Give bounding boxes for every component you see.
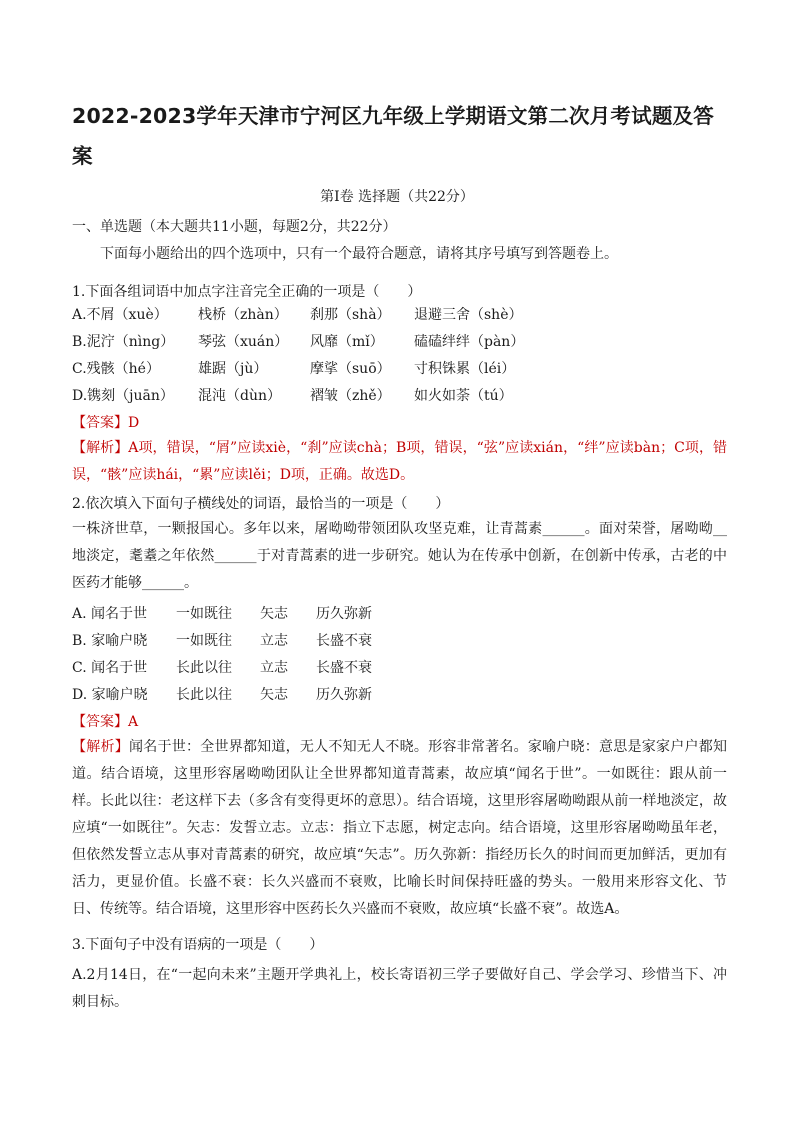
page-title: 2022-2023学年天津市宁河区九年级上学期语文第二次月考试题及答案 bbox=[72, 104, 714, 168]
q1-stem: 1.下面各组词语中加点字注音完全正确的一项是（ ） bbox=[72, 284, 422, 300]
q1-answer bbox=[72, 413, 139, 433]
q2-d-4: 历久弥新 bbox=[316, 687, 372, 703]
q2-stem: 2.依次填入下面句子横线处的词语，最恰当的一项是（ ） bbox=[72, 496, 450, 512]
q1-analysis bbox=[72, 435, 727, 489]
q3-option-a: A.2月14日，在“一起向未来”主题开学典礼上，校长寄语初三学子要做好自己、学会学习、珍惜当下、冲刺目标。 bbox=[72, 967, 727, 1010]
q2-d-1: D. 家喻户晓 bbox=[72, 687, 148, 703]
q2-answer bbox=[72, 712, 138, 732]
q1-analysis-label: 【解析】 bbox=[72, 440, 129, 456]
q2-a-4: 历久弥新 bbox=[316, 606, 372, 622]
q1-c-1: C.残骸（hé） bbox=[72, 361, 160, 377]
q1-d-1: D.镌刻（juān） bbox=[72, 388, 174, 404]
section-title: 第Ⅰ卷 选择题（共22分） bbox=[320, 189, 474, 205]
q1-b-2: 琴弦（xuán） bbox=[198, 334, 289, 350]
q1-a-1: A.不屑（xuè） bbox=[72, 307, 168, 323]
q2-analysis-text: 闻名于世：全世界都知道，无人不知无人不晓。形容非常著名。家喻户晓：意思是家家户户都知道。结合语境，这里形容屠呦呦团队让全世界都知道青蒿素，故应填“闻名于世”。一如既往：跟从前一样。长此以往：老这样下去（多含有变得更坏的意思）。结合语境，这里形容屠呦呦跟从前一样地淡定，故应填“一如既往”。矢志：发誓立志。立志：指立下志愿，树定志向。结合语境，这里形容屠呦呦虽年老，但依然发誓立志从事对青蒿素的研究，故应填“矢志”。历久弥新：指经历长久的时间而更加鲜活，更加有活力，更显价值。长盛不衰：长久兴盛而不衰败，比喻长时间保持旺盛的势头。一般用来形容文化、节日、传统等。结合语境，这里形容中医药长久兴盛而不衰败，故应填“长盛不衰”。故选A。 bbox=[72, 739, 728, 917]
q2-c-4: 长盛不衰 bbox=[316, 660, 372, 676]
part1-heading: 一、单选题（本大题共11小题，每题2分，共22分） bbox=[72, 219, 397, 235]
q1-d-4: 如火如荼（tú） bbox=[414, 388, 513, 404]
q1-c-2: 雄踞（jù） bbox=[198, 361, 268, 377]
q2-a-2: 一如既往 bbox=[176, 606, 232, 622]
q2-c-1: C. 闻名于世 bbox=[72, 660, 148, 676]
q1-answer-label: 【答案】 bbox=[72, 415, 128, 431]
q1-b-1: B.泥泞（nìng） bbox=[72, 334, 175, 350]
q2-answer-value: A bbox=[128, 714, 139, 730]
q1-d-3: 褶皱（zhě） bbox=[310, 388, 391, 404]
q2-a-3: 矢志 bbox=[260, 606, 288, 622]
q2-b-4: 长盛不衰 bbox=[316, 633, 372, 649]
q1-a-4: 退避三舍（shè） bbox=[414, 307, 523, 323]
q1-d-2: 混沌（dùn） bbox=[198, 388, 281, 404]
q1-c-3: 摩挲（suō） bbox=[310, 361, 391, 377]
q1-a-2: 栈桥（zhàn） bbox=[198, 307, 288, 323]
q1-b-4: 磕磕绊绊（pàn） bbox=[414, 334, 525, 350]
q2-d-3: 矢志 bbox=[260, 687, 288, 703]
q2-answer-label: 【答案】 bbox=[72, 714, 128, 730]
q2-b-3: 立志 bbox=[260, 633, 288, 649]
q2-a-1: A. 闻名于世 bbox=[72, 606, 148, 622]
q2-b-2: 一如既往 bbox=[176, 633, 232, 649]
part1-instruction: 下面每小题给出的四个选项中，只有一个最符合题意，请将其序号填写到答题卷上。 bbox=[100, 246, 618, 262]
q1-c-4: 寸积铢累（léi） bbox=[414, 361, 516, 377]
q2-d-2: 长此以往 bbox=[176, 687, 232, 703]
q2-c-3: 立志 bbox=[260, 660, 288, 676]
q2-passage: 一株济世草，一颗报国心。多年以来，屠呦呦带领团队攻坚克难，让青蒿素______。面对荣誉，屠呦呦__地淡定，耄耋之年依然______于对青蒿素的进一步研究。她认为在传承中创新，在创新中传承，古老的中医药才能够______。 bbox=[72, 521, 727, 591]
q1-b-3: 风靡（mǐ） bbox=[310, 334, 384, 350]
q2-analysis-label: 【解析】 bbox=[72, 739, 129, 755]
q3-stem: 3.下面句子中没有语病的一项是（ ） bbox=[72, 937, 324, 953]
q2-c-2: 长此以往 bbox=[176, 660, 232, 676]
q1-analysis-text: A项，错误，“屑”应读xiè，“刹”应读chà；B项，错误，“弦”应读xián，“绊”应读bàn；C项，错误，“骸”应读hái，“累”应读lěi；D项，正确。故选D。 bbox=[72, 440, 728, 483]
q1-answer-value: D bbox=[128, 415, 140, 431]
q2-b-1: B. 家喻户晓 bbox=[72, 633, 148, 649]
q2-analysis bbox=[72, 734, 727, 923]
q1-a-3: 刹那（shà） bbox=[310, 307, 391, 323]
